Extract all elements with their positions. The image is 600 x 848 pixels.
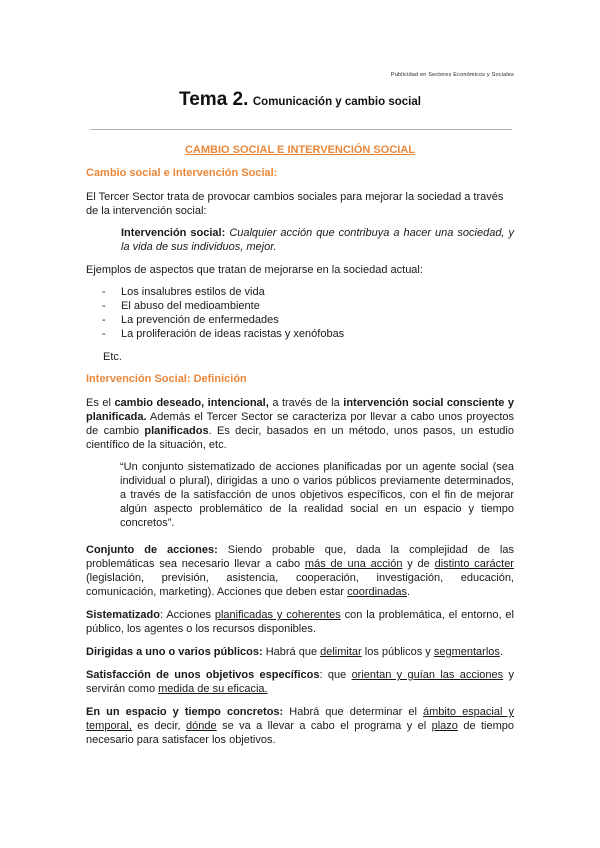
title-divider bbox=[90, 129, 512, 130]
text-run: de tiempo necesario para satisfacer los objetivos. bbox=[86, 720, 515, 746]
text-run: . bbox=[407, 586, 411, 598]
bold-run: planificados bbox=[144, 425, 209, 437]
text-run: y servirán como bbox=[86, 669, 514, 695]
text-run: : que bbox=[319, 669, 352, 681]
underlined-run: más de una acción bbox=[304, 558, 403, 570]
section-heading: CAMBIO SOCIAL E INTERVENCIÓN SOCIAL bbox=[184, 144, 415, 156]
definition-block bbox=[121, 226, 514, 254]
title-main: Tema 2. bbox=[179, 89, 249, 110]
text-run: Es el bbox=[86, 397, 115, 409]
underlined-run: delimitar bbox=[320, 646, 362, 658]
underlined-run: ámbito espacial y temporal, bbox=[86, 706, 514, 732]
text-run: . Es decir, basados en un método, unos pasos, un estudio científico de la situación, etc. bbox=[86, 425, 514, 451]
intro-paragraph: El Tercer Sector trata de provocar cambios sociales para mejorar la sociedad a través de la intervención social: bbox=[86, 191, 504, 217]
text-run: (legislación, previsión, asistencia, cooperación, investigación, educación, comunicación, marketing). Acciones que deben estar bbox=[86, 572, 514, 598]
text-run: a través de la bbox=[268, 397, 344, 409]
paragraph-sistematizado bbox=[86, 608, 514, 636]
subheading-cambio-social: Cambio social e Intervención Social: bbox=[86, 167, 278, 179]
list-item: - El abuso del medioambiente bbox=[102, 299, 514, 313]
underlined-run: planificadas y coherentes bbox=[214, 609, 341, 621]
term-label: En un espacio y tiempo concretos: bbox=[86, 706, 284, 718]
subheading-definicion: Intervención Social: Definición bbox=[86, 373, 247, 385]
quote-block: “Un conjunto sistematizado de acciones planificadas por un agente social (sea individual o plural), dirigidas a uno o varios públicos previamente determinados, a través de la satisfacción de unos objetivos específicos, con el fin de mejorar algún aspecto problemático de la realidad social en un espacio y tiempo concretos”. bbox=[120, 461, 514, 529]
text-run: Habrá que bbox=[262, 646, 321, 658]
bold-run: intervención social consciente y planificada. bbox=[86, 397, 514, 423]
underlined-run: medida de su eficacia. bbox=[158, 683, 268, 695]
term-label: Conjunto de acciones: bbox=[86, 544, 218, 556]
underlined-run: coordinadas bbox=[347, 586, 408, 598]
underlined-run: dónde bbox=[186, 720, 217, 732]
header-note: Publicidad en Sectores Económicos y Sociales bbox=[390, 72, 514, 78]
text-run: Siendo probable que, dada la complejidad de las problemáticas sea necesario llevar a cabo bbox=[86, 544, 514, 570]
underlined-run: distinto carácter bbox=[434, 558, 514, 570]
list-item: - La proliferación de ideas racistas y xenófobas bbox=[102, 327, 514, 341]
term-label: Sistematizado bbox=[86, 609, 160, 621]
text-run: . bbox=[499, 646, 503, 658]
text-run: Además el Tercer Sector se caracteriza por llevar a cabo unos proyectos de cambio bbox=[86, 411, 514, 437]
examples-list bbox=[102, 285, 514, 341]
text-run: se va a llevar a cabo el programa y el bbox=[216, 720, 432, 732]
paragraph-satisfaccion bbox=[86, 668, 514, 696]
text-run: es decir, bbox=[131, 720, 187, 732]
paragraph-espacio bbox=[86, 705, 514, 747]
text-run: y de bbox=[402, 558, 435, 570]
list-item: - La prevención de enfermedades bbox=[102, 313, 514, 327]
paragraph-conjunto bbox=[86, 543, 514, 599]
term-label: Satisfacción de unos objetivos específicos bbox=[86, 669, 320, 681]
examples-intro: Ejemplos de aspectos que tratan de mejorarse en la sociedad actual: bbox=[86, 264, 423, 276]
definition-term: Intervención social: bbox=[121, 227, 226, 239]
text-run: : Acciones bbox=[159, 609, 215, 621]
text-run: con la problemática, el entorno, el público, los agentes o los recursos disponibles. bbox=[86, 609, 514, 635]
term-label: Dirigidas a uno o varios públicos: bbox=[86, 646, 263, 658]
page-title bbox=[0, 89, 600, 111]
paragraph-dirigidas bbox=[86, 645, 514, 659]
list-item: - Los insalubres estilos de vida bbox=[102, 285, 514, 299]
underlined-run: segmentarlos bbox=[433, 646, 500, 658]
underlined-run: plazo bbox=[431, 720, 458, 732]
title-sub: Comunicación y cambio social bbox=[252, 96, 421, 108]
bold-run: cambio deseado, intencional, bbox=[114, 397, 269, 409]
definition-paragraph bbox=[86, 396, 514, 452]
text-run: Habrá que determinar el bbox=[283, 706, 423, 718]
underlined-run: orientan y guían las acciones bbox=[351, 669, 504, 681]
etc-text: Etc. bbox=[103, 351, 122, 363]
text-run: los públicos y bbox=[361, 646, 434, 658]
definition-text: Cualquier acción que contribuya a hacer una sociedad, y la vida de sus individuos, mejor. bbox=[121, 227, 515, 253]
